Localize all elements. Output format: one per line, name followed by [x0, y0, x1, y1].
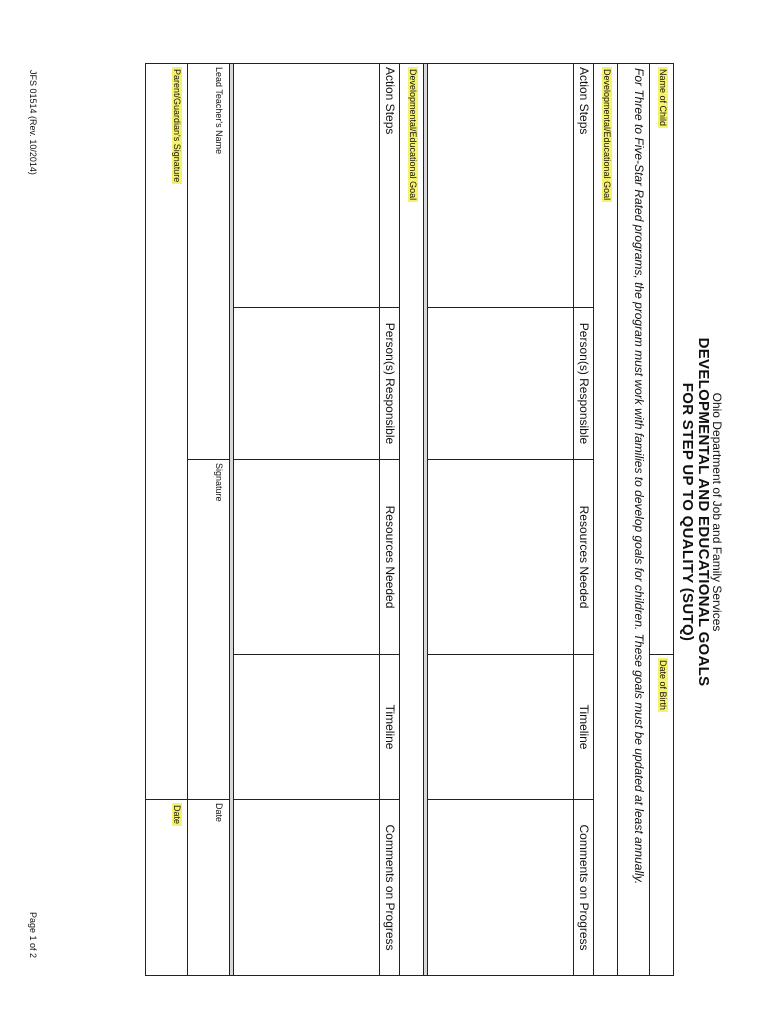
- form-number: JFS 01514 (Rev. 10/2014): [28, 70, 38, 175]
- form-title-line1: DEVELOPMENTAL AND EDUCATIONAL GOALS: [695, 337, 712, 687]
- col-resources-needed-2: Resources Needed: [380, 460, 400, 655]
- teacher-signature-label: Signature: [214, 463, 224, 502]
- goal-1-label: Developmental/Educational Goal: [602, 69, 612, 201]
- parent-date-label: Date: [172, 805, 182, 825]
- lead-teacher-name-field[interactable]: [188, 64, 230, 460]
- name-of-child-field[interactable]: [650, 64, 674, 655]
- col-resources-needed-1: Resources Needed: [574, 460, 594, 655]
- parent-signature-label: Parent/Guardian's Signature: [172, 69, 182, 183]
- col-comments-1: Comments on Progress: [574, 800, 594, 976]
- comments-cell-1[interactable]: [428, 800, 574, 976]
- goal-2-field[interactable]: [400, 64, 424, 976]
- timeline-cell-1[interactable]: [428, 655, 574, 800]
- teacher-signature-field[interactable]: [188, 460, 230, 800]
- action-steps-cell-1[interactable]: [428, 64, 574, 308]
- goals-form-table: [145, 63, 674, 976]
- timeline-cell-2[interactable]: [234, 655, 380, 800]
- resources-cell-2[interactable]: [234, 460, 380, 655]
- date-of-birth-label: Date of Birth: [658, 660, 668, 711]
- comments-cell-2[interactable]: [234, 800, 380, 976]
- lead-teacher-name-label: Lead Teacher's Name: [214, 67, 224, 155]
- persons-cell-1[interactable]: [428, 308, 574, 460]
- goal-2-label: Developmental/Educational Goal: [408, 69, 418, 201]
- teacher-date-field[interactable]: [188, 800, 230, 976]
- persons-cell-2[interactable]: [234, 308, 380, 460]
- goal-1-field[interactable]: [594, 64, 618, 976]
- col-timeline-1: Timeline: [574, 655, 594, 800]
- col-persons-responsible-1: Person(s) Responsible: [574, 308, 594, 460]
- divider-2: [230, 64, 234, 976]
- parent-signature-field[interactable]: [146, 64, 188, 800]
- page-number: Page 1 of 2: [28, 912, 38, 959]
- col-timeline-2: Timeline: [380, 655, 400, 800]
- form-title-line2: FOR STEP UP TO QUALITY (SUTQ): [679, 382, 696, 642]
- date-of-birth-field[interactable]: [650, 655, 674, 976]
- teacher-date-label: Date: [214, 803, 224, 823]
- action-steps-cell-2[interactable]: [234, 64, 380, 308]
- parent-date-field[interactable]: [146, 800, 188, 976]
- col-action-steps-1: Action Steps: [574, 64, 594, 308]
- department-name: Ohio Department of Job and Family Services: [710, 392, 724, 632]
- resources-cell-1[interactable]: [428, 460, 574, 655]
- program-note: For Three to Five-Star Rated programs, the program must work with families to develop goals for children. These goals must be updated at least annually.: [618, 64, 650, 976]
- col-comments-2: Comments on Progress: [380, 800, 400, 976]
- col-action-steps-2: Action Steps: [380, 64, 400, 308]
- divider-1: [424, 64, 428, 976]
- col-persons-responsible-2: Person(s) Responsible: [380, 308, 400, 460]
- name-of-child-label: Name of Child: [658, 69, 668, 127]
